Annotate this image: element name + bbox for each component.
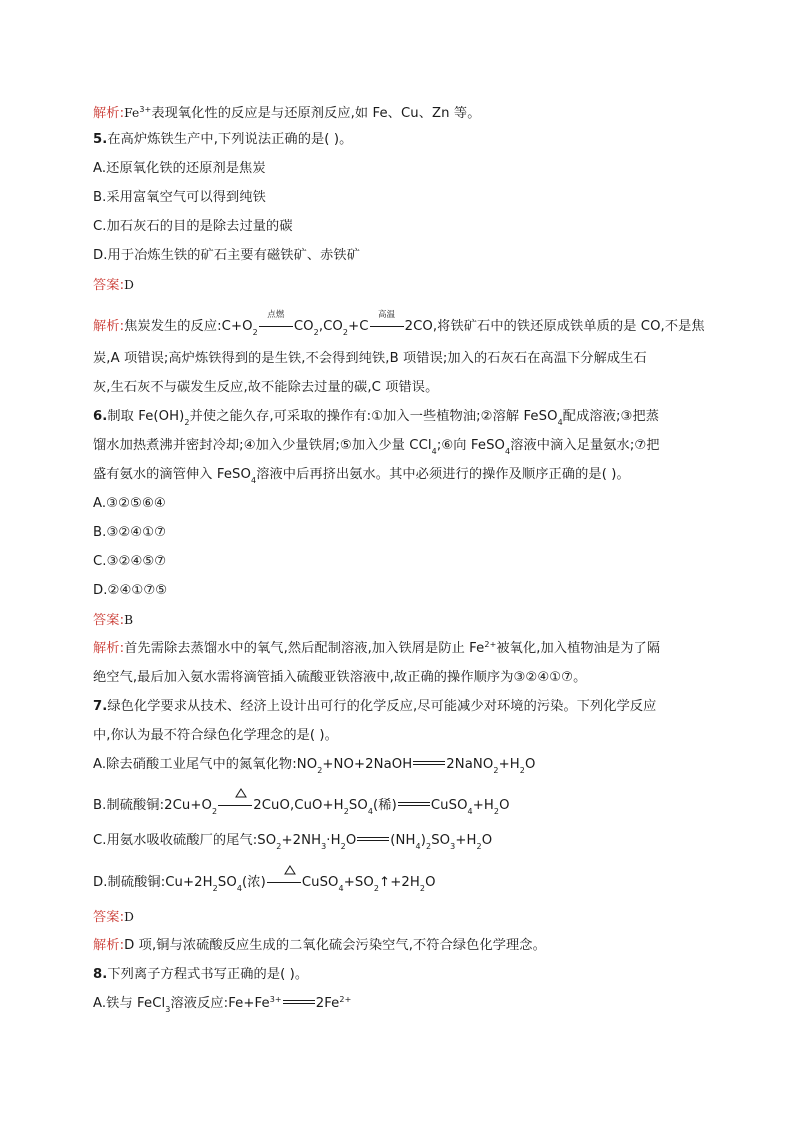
q6-option-b: B.③②④①⑦ xyxy=(93,525,167,540)
q4-analysis: 解析$:Fe^{3+}$表现氧化性的反应是与还原剂反应,如 Fe、Cu、Zn 等。 xyxy=(93,104,481,121)
answer-label: 答案: xyxy=(93,910,125,925)
q6-analysis-line-1: 解析:首先需除去蒸馏水中的氧气,然后配制溶液,加入铁屑是防止 $Fe^{2+}$被氧化,加入植物油是为了隔 xyxy=(93,639,661,656)
question-number: 5. xyxy=(93,132,108,147)
q8-option-a: A.铁与 FeCl$_3$溶液反应$:Fe+Fe^{3+}$ $2Fe^{2+}$ xyxy=(93,994,352,1014)
analysis-label: 解析: xyxy=(93,319,125,334)
answer-label: 答案: xyxy=(93,613,125,628)
q6-option-a: A.③②⑤⑥④ xyxy=(93,496,166,511)
q5-analysis-line-2: 炭,A 项错误;高炉炼铁得到的是生铁,不会得到纯铁,B 项错误;加入的石灰石在高温下分解成生石 xyxy=(93,351,647,366)
q6-stem-line-2: 馏水加热煮沸并密封冷却;④加入少量铁屑;⑤加入少量 CCl$_4$;⑥向 FeSO$_4$溶液中滴入足量氨水;⑦把 xyxy=(93,438,660,456)
q5-stem: 5.在高炉炼铁生产中,下列说法正确的是( )。 xyxy=(93,132,353,147)
equals-sign xyxy=(398,798,430,812)
equals-sign xyxy=(283,996,315,1010)
q5-answer xyxy=(93,276,134,295)
q6-option-c: C.③②④⑤⑦ xyxy=(93,554,167,569)
condition-arrow: 点燃 xyxy=(259,319,293,333)
q5-option-d: D.用于冶炼生铁的矿石主要有磁铁矿、赤铁矿 xyxy=(93,248,361,263)
heat-condition-arrow xyxy=(218,798,252,812)
q5-analysis-line-3: 灰,生石灰不与碳发生反应,故不能除去过量的碳,C 项错误。 xyxy=(93,380,439,395)
q6-option-d: D.②④①⑦⑤ xyxy=(93,583,168,598)
equals-sign xyxy=(413,757,445,771)
q8-stem: 8.下列离子方程式书写正确的是( )。 xyxy=(93,967,309,982)
heat-condition-arrow xyxy=(267,875,301,889)
analysis-label: 解析: xyxy=(93,106,125,121)
q7-option-a: A.除去硝酸工业尾气中的氮氧化物$:NO_2+NO+2NaOH$ $2NaNO_2+H_2O$ xyxy=(93,757,536,775)
q5-analysis-line-1: 解析:焦炭发生的反应$:C+O_2$ 点燃 $CO_2,CO_2+C$ 高温 2CO,将铁矿石中的铁还原成铁单质的是 CO,不是焦 xyxy=(93,310,705,337)
q7-option-d: D.制硫酸铜$:Cu+2H_2SO_4$(浓) $CuSO_4+SO_2↑+2H_2O$ xyxy=(93,874,436,892)
q5-option-b: B.采用富氧空气可以得到纯铁 xyxy=(93,190,266,205)
equals-sign xyxy=(357,833,389,847)
q7-analysis: 解析:D 项,铜与浓硫酸反应生成的二氧化硫会污染空气,不符合绿色化学理念。 xyxy=(93,938,546,953)
q6-stem-line-3: 盛有氨水的滴管伸入 FeSO$_4$溶液中后再挤出氨水。其中必须进行的操作及顺序正确的是( )。 xyxy=(93,467,630,485)
answer-value: D xyxy=(124,278,134,292)
q6-answer xyxy=(93,611,133,630)
condition-arrow: 高温 xyxy=(370,319,404,333)
answer-value: D xyxy=(124,910,134,924)
q7-stem-line-2: 中,你认为最不符合绿色化学理念的是( )。 xyxy=(93,728,338,743)
q5-option-a: A.还原氧化铁的还原剂是焦炭 xyxy=(93,161,266,176)
answer-value: B xyxy=(124,613,134,627)
q6-stem-line-1: 6.制取 $Fe(OH)_2$并使之能久存,可采取的操作有:①加入一些植物油;②溶解 FeSO$_4$配成溶液;③把蒸 xyxy=(93,409,659,427)
q6-analysis-line-2: 绝空气,最后加入氨水需将滴管插入硫酸亚铁溶液中,故正确的操作顺序为③②④①⑦。 xyxy=(93,670,587,685)
question-number: 7. xyxy=(93,699,108,714)
q5-option-c: C.加石灰石的目的是除去过量的碳 xyxy=(93,219,293,234)
analysis-label: 解析: xyxy=(93,641,125,656)
question-number: 6. xyxy=(93,409,108,424)
question-number: 8. xyxy=(93,967,108,982)
q7-option-b: B.制硫酸铜$:2Cu+O_2$ $2CuO,CuO+H_2SO_4$(稀) $CuSO_4+H_2O$ xyxy=(93,797,510,815)
analysis-label: 解析: xyxy=(93,938,125,953)
q7-option-c: C.用氨水吸收硫酸厂的尾气$:SO_2+2NH_3\cdot H_2O$ $(NH_4)_2SO_3+H_2O$ xyxy=(93,833,493,851)
q7-answer xyxy=(93,908,134,927)
q7-stem-line-1: 7.绿色化学要求从技术、经济上设计出可行的化学反应,尽可能减少对环境的污染。下列化学反应 xyxy=(93,699,657,714)
answer-label: 答案: xyxy=(93,278,125,293)
